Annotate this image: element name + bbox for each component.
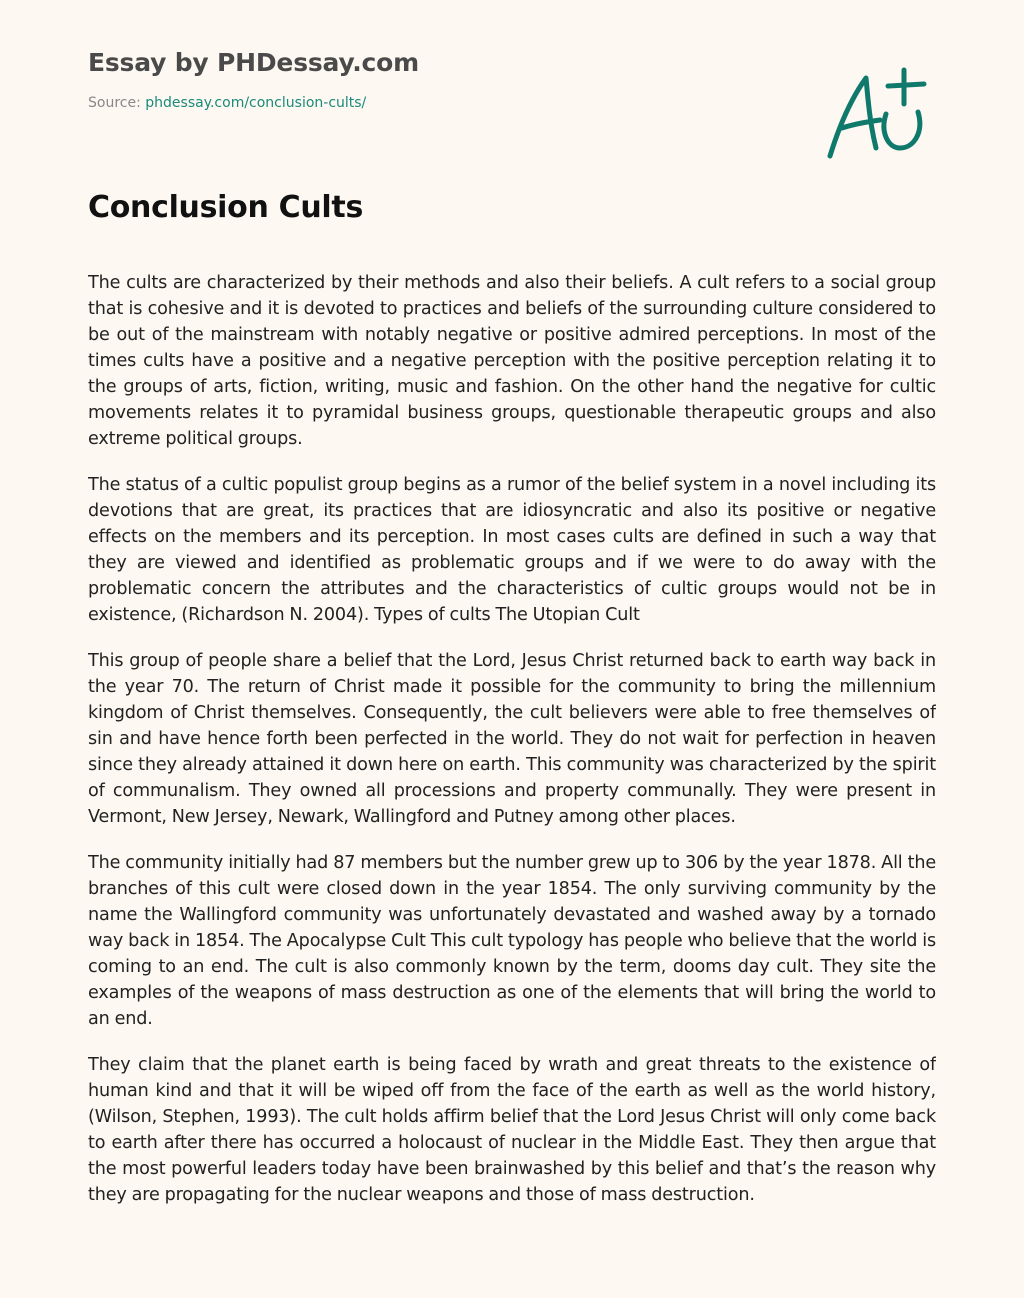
essay-paragraph: This group of people share a belief that the Lord, Jesus Christ returned back to earth way back in the year 70. The return of Christ made it possible for the community to bring the millennium kingdom of Christ themselves. Consequently, the cult believers were able to free themselves of sin and have hence forth been perfected in the world. They do not wait for perfection in heaven since they already attained it down here on earth. This community was characterized by the spirit of communalism. They owned all processions and property communally. They were present in Vermont, New Jersey, Newark, Wallingford and Putney among other places.	[88, 651, 936, 827]
source-label: Source:	[88, 95, 141, 111]
essay-paragraph: The status of a cultic populist group begins as a rumor of the belief system in a novel including its devotions that are great, its practices that are idiosyncratic and also its positive or negative effects on the members and its perception. In most cases cults are defined in such a way that they are viewed and identified as problematic groups and if we were to do away with the problematic concern the attributes and the characteristics of cultic groups would not be in existence, (Richardson N. 2004). Types of cults The Utopian Cult	[88, 475, 936, 625]
source-link[interactable]: phdessay.com/conclusion-cults/	[145, 95, 367, 111]
site-title: Essay by PHDessay.com	[88, 48, 419, 77]
essay-body	[88, 270, 936, 1250]
essay-paragraph: They claim that the planet earth is being faced by wrath and great threats to the existence of human kind and that it will be wiped off from the face of the earth as well as the world history, (Wilson, Stephen, 1993). The cult holds affirm belief that the Lord Jesus Christ will only come back to earth after there has occurred a holocaust of nuclear in the Middle East. They then argue that the most powerful leaders today have been brainwashed by this belief and that’s the reason why they are propagating for the nuclear weapons and those of mass destruction.	[88, 1055, 936, 1205]
essay-title: Conclusion Cults	[88, 190, 364, 225]
essay-paragraph: The community initially had 87 members but the number grew up to 306 by the year 1878. All the branches of this cult were closed down in the year 1854. The only surviving community by the name the Wallingford community was unfortunately devastated and washed away by a tornado way back in 1854. The Apocalypse Cult This cult typology has people who believe that the world is coming to an end. The cult is also commonly known by the term, dooms day cult. They site the examples of the weapons of mass destruction as one of the elements that will bring the world to an end.	[88, 853, 936, 1029]
a-plus-logo-icon	[822, 64, 930, 164]
essay-paragraph: The cults are characterized by their methods and also their beliefs. A cult refers to a social group that is cohesive and it is devoted to practices and beliefs of the surrounding culture considered to be out of the mainstream with notably negative or positive admired perceptions. In most of the times cults have a positive and a negative perception with the positive perception relating it to the groups of arts, fiction, writing, music and fashion. On the other hand the negative for cultic movements relates it to pyramidal business groups, questionable therapeutic groups and also extreme political groups.	[88, 273, 936, 449]
page-header	[88, 48, 419, 111]
source-line	[88, 95, 419, 111]
